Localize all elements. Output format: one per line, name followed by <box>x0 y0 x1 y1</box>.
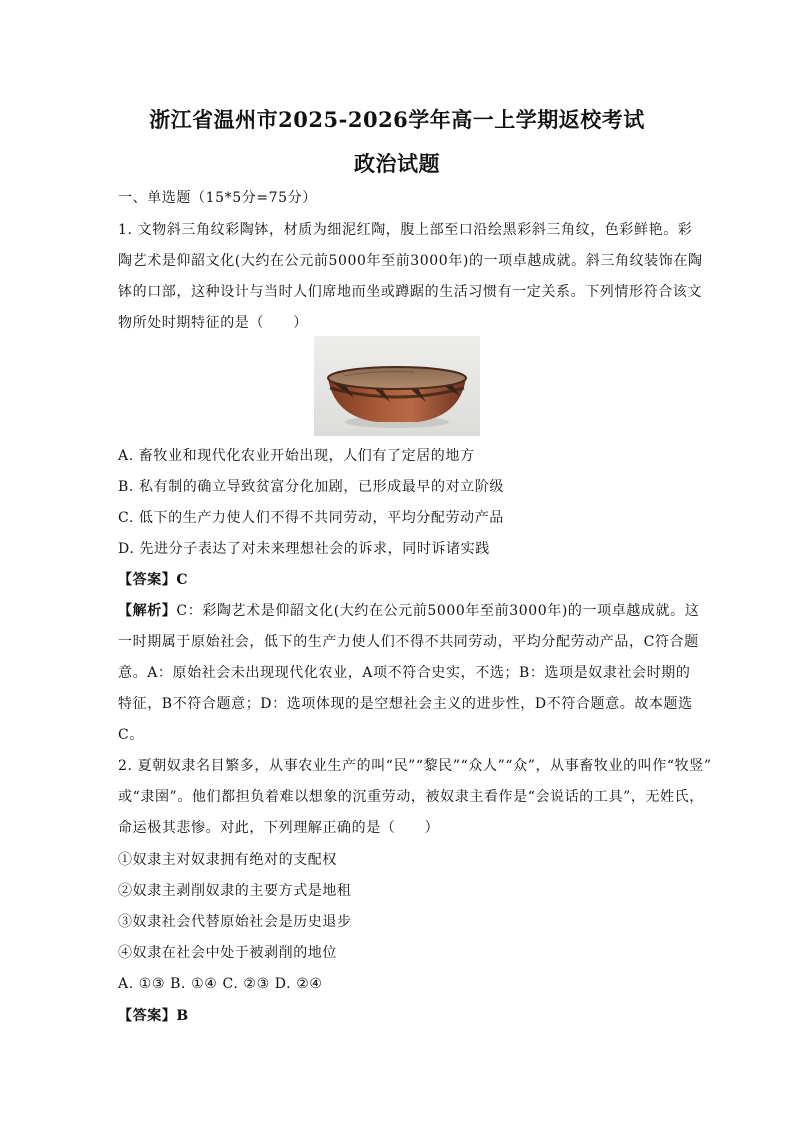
q1-option-d: D. 先进分子表达了对未来理想社会的诉求，同时诉诸实践 <box>118 541 490 557</box>
q2-options: A. ①③ B. ①④ C. ②③ D. ②④ <box>118 976 323 992</box>
q1-option-a: A. 畜牧业和现代化农业开始出现，人们有了定居的地方 <box>118 448 475 464</box>
q1-text-line-2: 陶艺术是仰韶文化(大约在公元前5000年至前3000年)的一项卓越成就。斜三角纹装饰在陶 <box>118 253 703 269</box>
analysis-text: C：彩陶艺术是仰韶文化(大约在公元前5000年至前3000年)的一项卓越成就。这 <box>176 603 700 619</box>
q1-text-line-3: 钵的口部，这种设计与当时人们席地而坐或蹲踞的生活习惯有一定关系。下列情形符合该文 <box>118 284 702 300</box>
q2-text-line-3: 命运极其悲惨。对此，下列理解正确的是（ ） <box>118 820 440 836</box>
q1-text-line-4: 物所处时期特征的是（ ） <box>118 315 308 331</box>
q1-analysis-line-2: 一时期属于原始社会，低下的生产力使人们不得不共同劳动，平均分配劳动产品，C符合题 <box>118 634 699 650</box>
q1-analysis-line-1 <box>118 601 700 621</box>
q2-item-2: ②奴隶主剥削奴隶的主要方式是地租 <box>118 883 352 899</box>
pottery-bowl-photo <box>314 336 480 436</box>
bowl-illustration <box>314 336 480 436</box>
q2-item-4: ④奴隶在社会中处于被剥削的地位 <box>118 945 337 961</box>
q2-text-line-1: 2. 夏朝奴隶名目繁多，从事农业生产的叫“民”“黎民”“众人”“众”，从事畜牧业的叫作“牧竖” <box>118 758 712 774</box>
q1-option-b: B. 私有制的确立导致贫富分化加剧，已形成最早的对立阶级 <box>118 479 504 495</box>
q2-item-1: ①奴隶主对奴隶拥有绝对的支配权 <box>118 852 337 868</box>
q2-item-3: ③奴隶社会代替原始社会是历史退步 <box>118 914 352 930</box>
document-title: 浙江省温州市2025-2026学年高一上学期返校考试 <box>149 107 645 132</box>
q1-answer: 【答案】C <box>118 572 189 588</box>
q2-answer: 【答案】B <box>118 1008 189 1024</box>
analysis-label: 【解析】 <box>118 603 177 619</box>
q2-text-line-2: 或“隶圉”。他们都担负着难以想象的沉重劳动，被奴隶主看作是“会说话的工具”，无姓氏， <box>118 789 704 805</box>
q1-analysis-line-5: C。 <box>118 727 144 743</box>
document-subtitle: 政治试题 <box>354 151 440 176</box>
q1-option-c: C. 低下的生产力使人们不得不共同劳动，平均分配劳动产品 <box>118 510 504 526</box>
section-heading: 一、单选题（15*5分=75分） <box>118 190 317 206</box>
q1-analysis-line-4: 特征，B不符合题意；D：选项体现的是空想社会主义的进步性，D不符合题意。故本题选 <box>118 696 693 712</box>
q1-analysis-line-3: 意。A：原始社会未出现现代化农业，A项不符合史实，不选；B：选项是奴隶社会时期的 <box>118 665 691 681</box>
q1-text-line-1: 1. 文物斜三角纹彩陶钵，材质为细泥红陶，腹上部至口沿绘黑彩斜三角纹，色彩鲜艳。彩 <box>118 222 693 238</box>
